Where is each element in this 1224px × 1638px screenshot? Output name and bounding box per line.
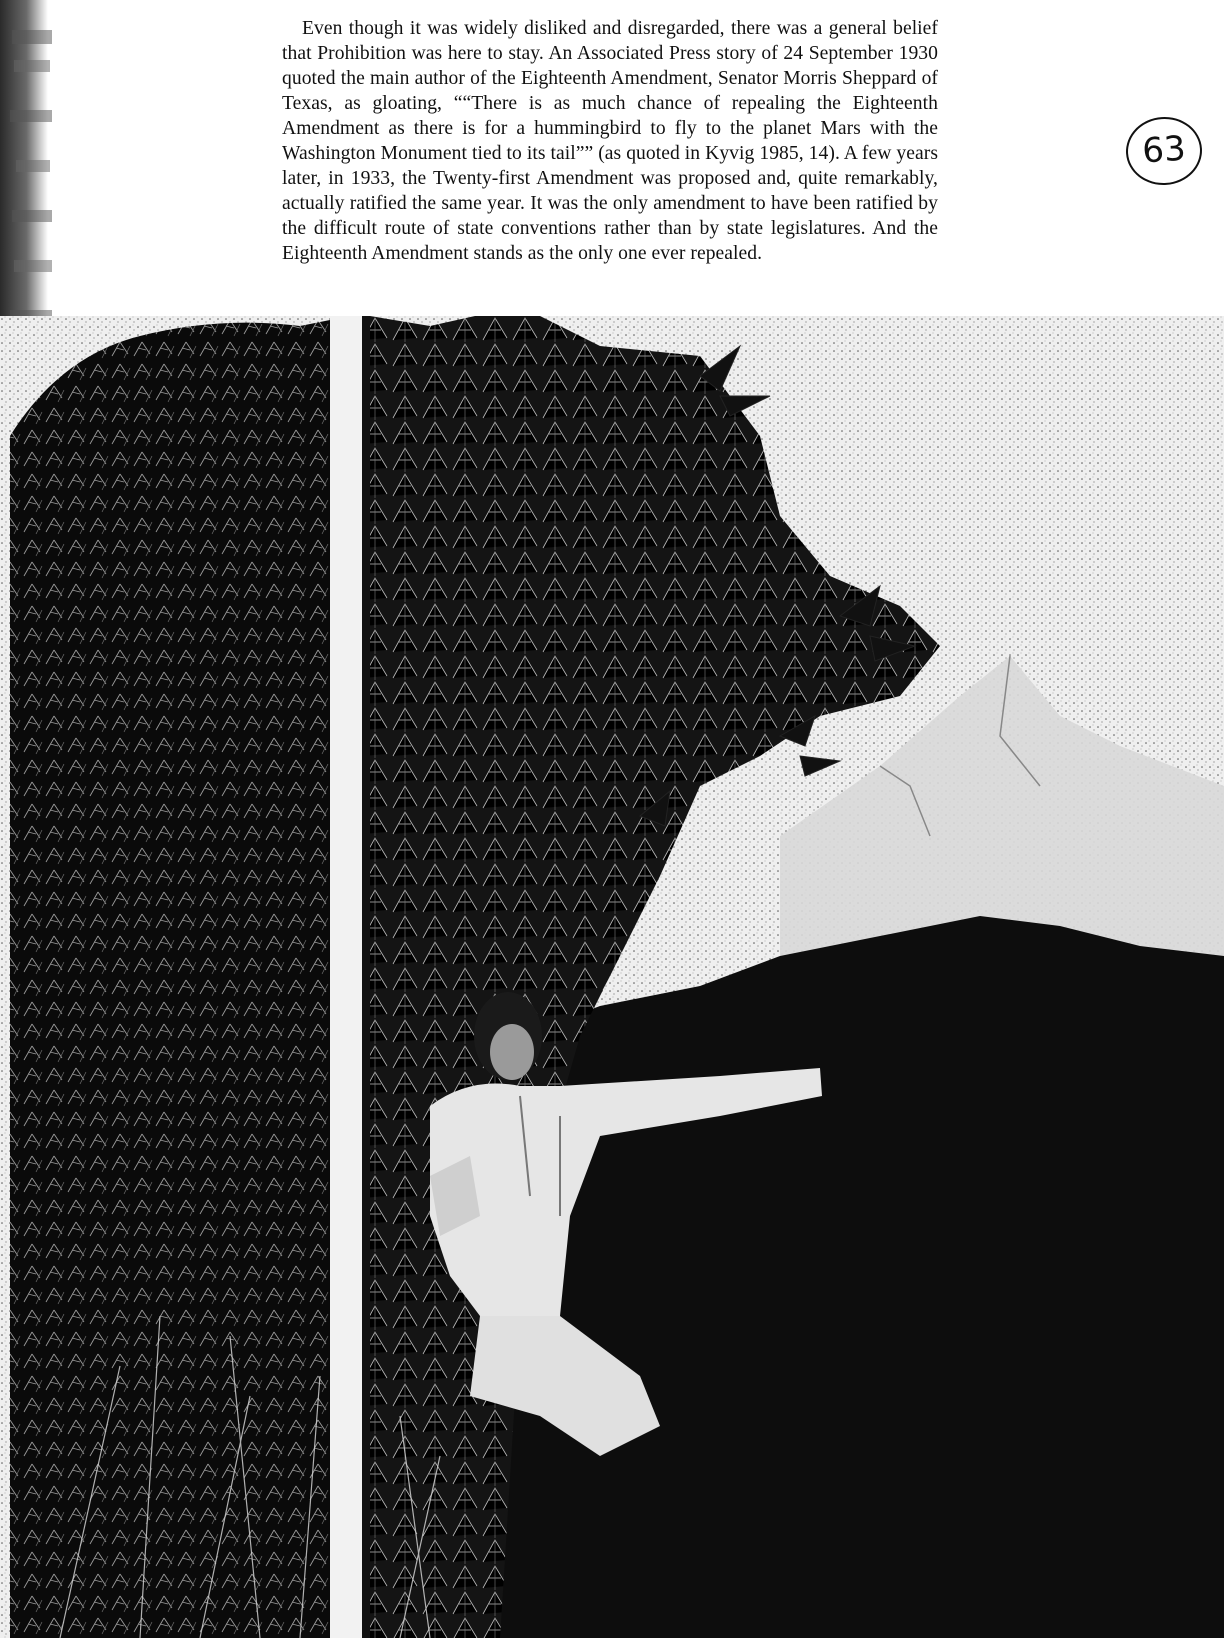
photograph-cannabis-plants-and-man <box>0 316 1224 1638</box>
body-paragraph: Even though it was widely disliked and disregarded, there was a general belief that Prohibition was here to stay. An Associated Press story of 24 September 1930 quoted the main author of the Eighteenth Amendment, Senator Morris Sheppard of Texas, as gloating, ““There is as much chance of repealing the Eighteenth Amendment as there is for a hummingbird to fly to the planet Mars with the Washington Monument tied to its tail”” (as quoted in Kyvig 1985, 14). A few years later, in 1933, the Twenty-first Amendment was proposed and, quite remarkably, actually ratified the same year. It was the only amendment to have been ratified by the difficult route of state conventions rather than by state legislatures. And the Eighteenth Amendment stands as the only one ever repealed. <box>282 18 938 264</box>
bamboo-stem <box>330 316 366 1638</box>
dark-hillside <box>480 916 1224 1638</box>
left-bamboo-foliage <box>10 316 350 1638</box>
handwritten-page-number: 63 <box>1124 114 1205 187</box>
